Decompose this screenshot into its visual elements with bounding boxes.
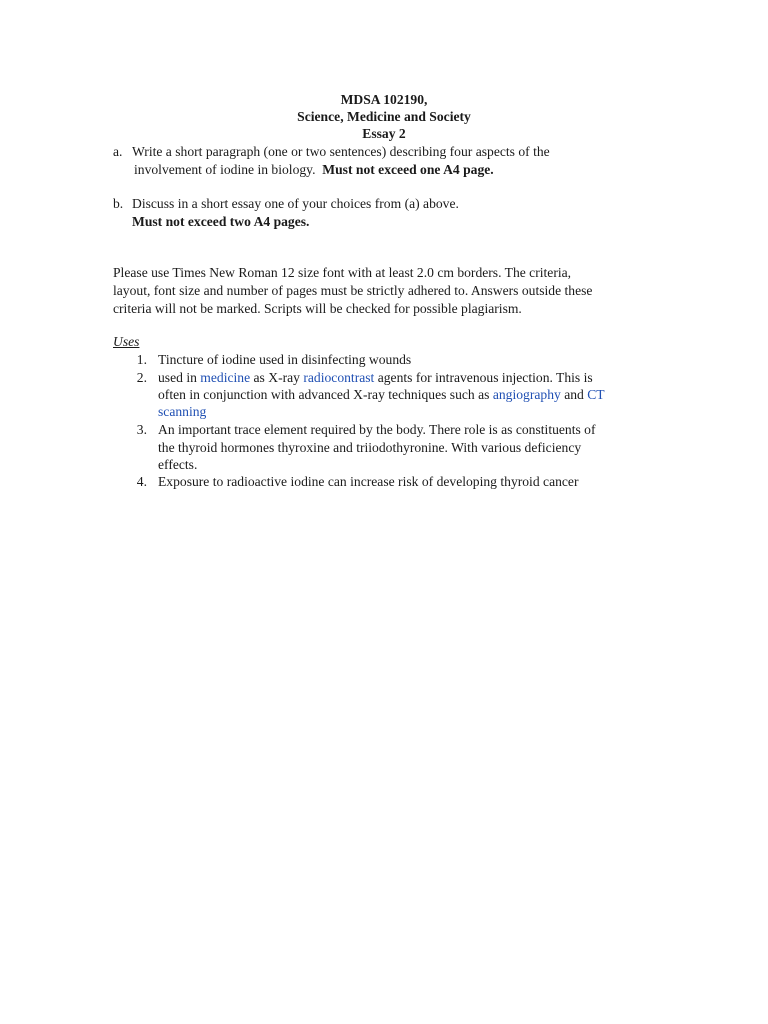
instructions-line3: criteria will not be marked. Scripts will be checked for possible plagiarism. (113, 301, 522, 316)
list-item-number: 2. (136, 370, 147, 385)
item-a-text-line2 (134, 161, 494, 178)
item-b-text-line1: Discuss in a short essay one of your choices from (a) above. (132, 196, 459, 211)
list-item-2-line2 (158, 386, 605, 403)
list-item-2-text: often in conjunction with advanced X-ray techniques such as (158, 387, 493, 402)
ct-scanning-link-continued[interactable]: scanning (158, 404, 207, 419)
list-item-number: 1. (136, 352, 147, 367)
angiography-link[interactable]: angiography (492, 387, 561, 402)
item-b-label: b. (113, 196, 124, 211)
list-item-1-line1: Tincture of iodine used in disinfecting wounds (158, 352, 412, 367)
list-item-3-line1: An important trace element required by the body. There role is as constituents of (158, 422, 596, 437)
list-item-3-line2: the thyroid hormones thyroxine and triiodothyronine. With various deficiency (158, 440, 582, 455)
list-item-3-line3: effects. (158, 457, 198, 472)
course-code: MDSA 102190, (340, 92, 428, 107)
list-item-number: 4. (136, 474, 147, 489)
ct-scanning-link[interactable]: CT (587, 387, 605, 402)
list-item-2-text: agents for intravenous injection. This is (374, 370, 593, 385)
radiocontrast-link[interactable]: radiocontrast (303, 370, 375, 385)
item-a-label: a. (113, 144, 123, 159)
item-a-limit: Must not exceed one A4 page. (322, 162, 494, 177)
course-title: Science, Medicine and Society (297, 109, 471, 124)
essay-title: Essay 2 (362, 126, 406, 141)
instructions-line1: Please use Times New Roman 12 size font with at least 2.0 cm borders. The criteria, (113, 265, 572, 280)
item-a-text: involvement of iodine in biology. (134, 162, 316, 177)
list-item-2-text: as X-ray (250, 370, 304, 385)
medicine-link[interactable]: medicine (200, 370, 251, 385)
uses-heading: Uses (113, 334, 140, 349)
list-item-number: 3. (136, 422, 147, 437)
list-item-2-text: used in (158, 370, 201, 385)
instructions-line2: layout, font size and number of pages must be strictly adhered to. Answers outside these (113, 283, 593, 298)
item-b-limit: Must not exceed two A4 pages. (132, 214, 310, 229)
list-item-4-line1: Exposure to radioactive iodine can increase risk of developing thyroid cancer (158, 474, 579, 489)
list-item-2-text: and (560, 387, 588, 402)
list-item-2-line1 (158, 369, 593, 386)
item-a-text-line1: Write a short paragraph (one or two sentences) describing four aspects of the (132, 144, 550, 159)
